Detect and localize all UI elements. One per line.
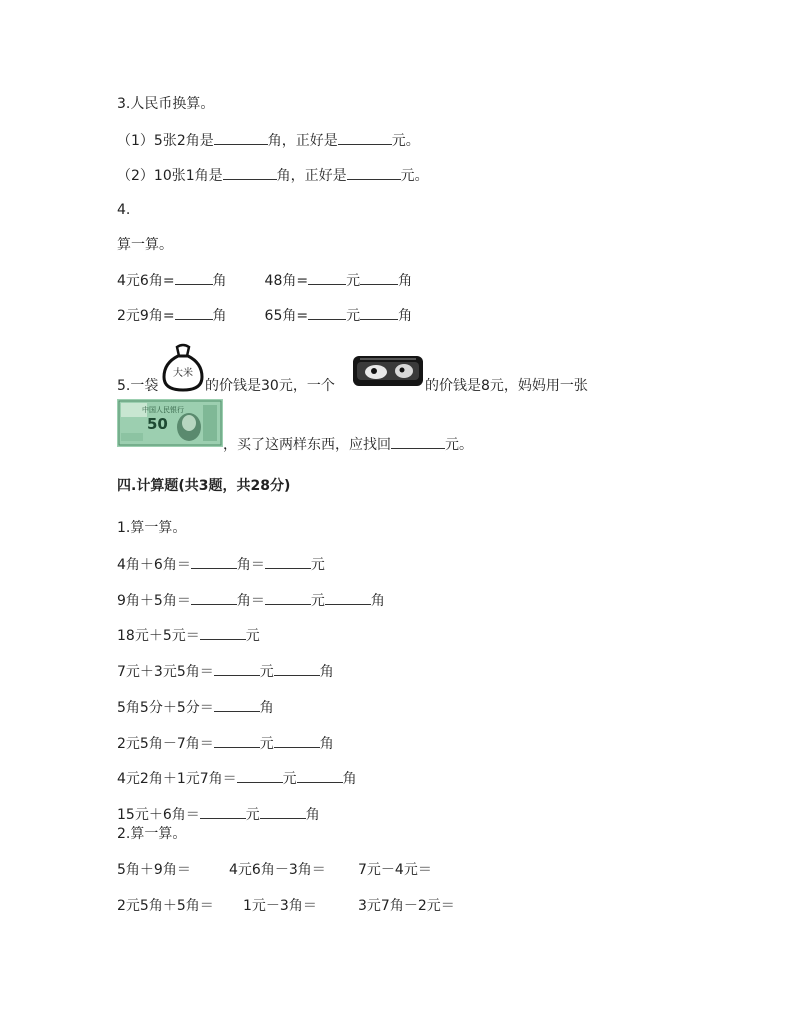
q5-line-2 [223,434,473,455]
answer-blank[interactable] [274,661,320,676]
q4-number: 4. [117,202,131,218]
answer-blank[interactable] [191,554,237,569]
p1-row-text: 元 [259,664,274,680]
q4-r2-b: 角 [212,308,227,324]
q3-l2-text-b: 角，正好是 [276,168,347,184]
answer-blank[interactable] [191,590,237,605]
q4-row-1 [117,270,412,291]
p1-row-text: 角 [319,736,334,752]
q5-text-b: 的价钱是30元，一个 [205,378,335,394]
p1-row [117,804,320,825]
answer-blank[interactable] [175,270,213,285]
answer-blank[interactable] [214,130,268,145]
p1-row-text: 元 [310,557,325,573]
answer-blank[interactable] [223,165,277,180]
q4-r2-c: 65角= [264,308,309,324]
q5-text-a: 5.一袋 [117,378,159,394]
p1-row [117,697,274,718]
p1-row-text: 15元＋6角＝ [117,807,200,823]
p1-row-text: 角 [259,700,274,716]
p1-row-text: 元 [245,628,260,644]
p1-row-text: 18元＋5元＝ [117,628,200,644]
p1-row [117,554,325,575]
answer-blank[interactable] [308,270,346,285]
q4-r2-d: 元 [346,308,361,324]
answer-blank[interactable] [308,305,346,320]
q4-r1-b: 角 [212,273,227,289]
p1-row-text: 角 [342,771,357,787]
banknote-caption: 中国人民银行 [142,406,184,414]
answer-blank[interactable] [200,804,246,819]
q3-title: 3.人民币换算。 [117,96,215,112]
answer-blank[interactable] [214,733,260,748]
p2-row-2-col-3: 3元7角－2元＝ [358,898,455,914]
q3-line-1 [117,130,420,151]
answer-blank[interactable] [175,305,213,320]
p1-row-text: 角＝ [236,557,265,573]
q3-l1-text-a: （1）5张2角是 [117,133,214,149]
p2-row-1-col-1: 5角＋9角＝ [117,862,191,878]
p1-row-text: 角 [305,807,320,823]
p1-row-text: 2元5角－7角＝ [117,736,214,752]
q4-r2-a: 2元9角= [117,308,175,324]
q4-r1-c: 48角= [264,273,309,289]
p1-row-text: 元 [259,736,274,752]
answer-blank[interactable] [391,434,445,449]
answer-blank[interactable] [214,661,260,676]
answer-blank[interactable] [360,270,398,285]
p1-row-text: 角＝ [236,593,265,609]
rice-bag-label: 大米 [173,368,193,379]
p1-row-text: 元 [310,593,325,609]
p1-row [117,590,385,611]
answer-blank[interactable] [200,625,246,640]
answer-blank[interactable] [265,590,311,605]
q3-l1-text-b: 角，正好是 [267,133,338,149]
answer-blank[interactable] [360,305,398,320]
p2-row-1-col-2: 4元6角－3角＝ [229,862,326,878]
p1-row-text: 4元2角＋1元7角＝ [117,771,237,787]
p1-row [117,768,357,789]
q4-row-2 [117,305,412,326]
answer-blank[interactable] [325,590,371,605]
p1-row-text: 角 [319,664,334,680]
q4-r1-a: 4元6角= [117,273,175,289]
q4-r1-e: 角 [398,273,413,289]
answer-blank[interactable] [347,165,401,180]
q4-r1-d: 元 [346,273,361,289]
section-heading: 四.计算题(共3题，共28分) [117,478,291,494]
p1-row [117,733,334,754]
q4-r2-e: 角 [398,308,413,324]
answer-blank[interactable] [265,554,311,569]
p2-title: 2.算一算。 [117,826,187,842]
p1-row-text: 4角＋6角＝ [117,557,191,573]
q4-title: 算一算。 [117,237,173,253]
answer-blank[interactable] [338,130,392,145]
p1-row-text: 5角5分＋5分＝ [117,700,214,716]
answer-blank[interactable] [274,733,320,748]
p1-row [117,625,260,646]
banknote-value: 50 [147,415,168,433]
p1-row-text: 角 [370,593,385,609]
answer-blank[interactable] [214,697,260,712]
q3-l1-text-c: 元。 [391,133,420,149]
p1-row-text: 9角＋5角＝ [117,593,191,609]
q3-line-2 [117,165,429,186]
answer-blank[interactable] [297,768,343,783]
p1-row-text: 7元＋3元5角＝ [117,664,214,680]
banknote-50-yuan-icon [117,399,223,447]
p2-row-1-col-3: 7元－4元＝ [358,862,432,878]
q5-text-c: 的价钱是8元，妈妈用一张 [425,378,588,394]
pencil-case-icon [352,354,424,388]
q3-l2-text-c: 元。 [400,168,429,184]
answer-blank[interactable] [237,768,283,783]
rice-bag-icon [160,343,206,393]
p1-row-text: 元 [282,771,297,787]
q5-text-e: 元。 [445,437,473,453]
q3-l2-text-a: （2）10张1角是 [117,168,223,184]
p2-row-2-col-2: 1元－3角＝ [243,898,317,914]
p2-row-2-col-1: 2元5角＋5角＝ [117,898,214,914]
p1-row [117,661,334,682]
q5-text-d: ，买了这两样东西，应找回 [223,437,391,453]
answer-blank[interactable] [260,804,306,819]
p1-title: 1.算一算。 [117,520,187,536]
p1-row-text: 元 [245,807,260,823]
